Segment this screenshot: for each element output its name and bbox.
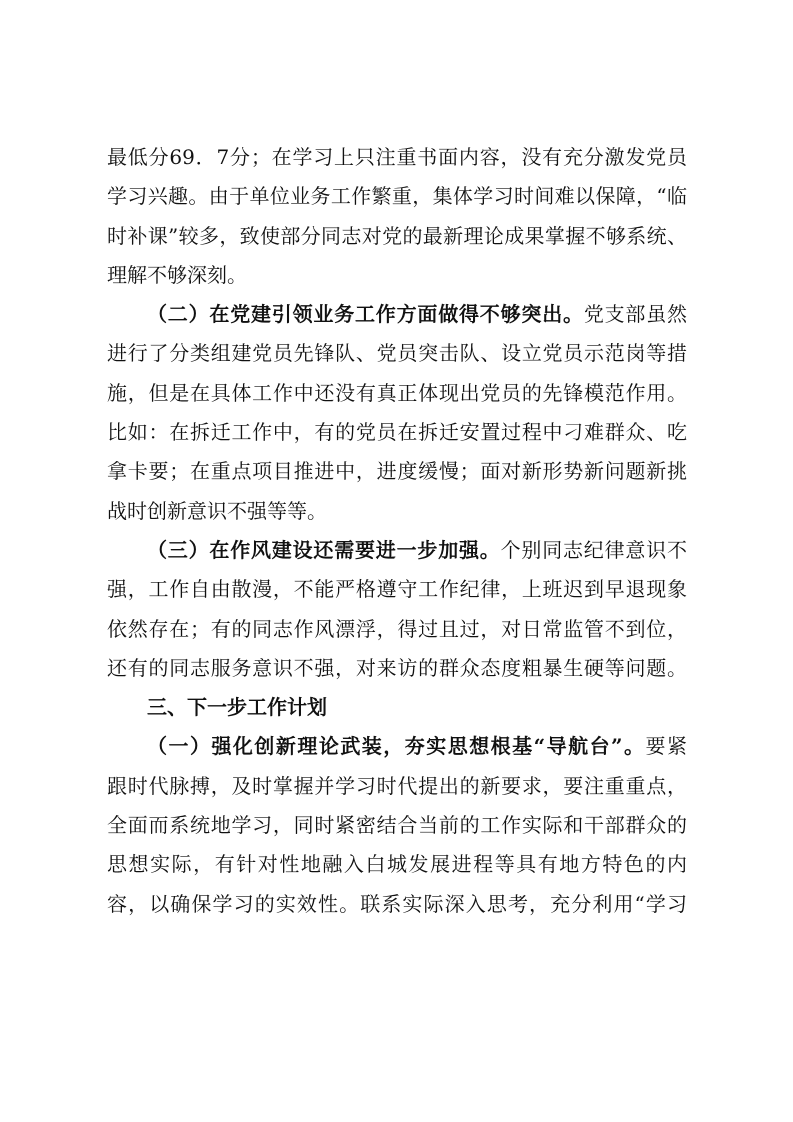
paragraph-text: 党支部虽然 <box>583 302 687 327</box>
text-line: 施，但是在具体工作中还没有真正体现出党员的先锋模范作用。 <box>107 380 687 405</box>
text-line: 强，工作自由散漫，不能严格遵守工作纪律，上班迟到早退现象 <box>107 577 687 602</box>
text-line: 比如：在拆迁工作中，有的党员在拆迁安置过程中刁难群众、吃 <box>107 420 687 445</box>
paragraph-lead-heading: （一）强化创新理论武装，夯实思想根基“导航台”。 <box>147 734 646 759</box>
text-line: 全面而系统地学习，同时紧密结合当前的工作实际和干部群众的 <box>107 813 687 838</box>
text-line: 理解不够深刻。 <box>107 262 247 287</box>
paragraph-innovation-theory <box>107 727 687 923</box>
text-line: 思想实际，有针对性地融入白城发展进程等具有地方特色的内 <box>107 852 687 877</box>
text-line: 容，以确保学习的实效性。联系实际深入思考，充分利用“学习 <box>107 891 687 916</box>
text-line: 拿卡要；在重点项目推进中，进度缓慢；面对新形势新问题新挑 <box>107 459 687 484</box>
text-line <box>107 295 687 334</box>
text-line: 最低分69．7分；在学习上只注重书面内容，没有充分激发党员 <box>107 145 687 169</box>
text-line <box>107 531 687 570</box>
paragraph-party-building <box>107 295 687 531</box>
text-line: 战时创新意识不强等等。 <box>107 498 327 523</box>
document-page <box>107 138 687 924</box>
text-line: 跟时代脉搏，及时掌握并学习时代提出的新要求，要注重重点， <box>107 773 687 798</box>
text-line <box>107 727 687 766</box>
section-heading: 三、下一步工作计划 <box>147 695 327 720</box>
paragraph-lead-heading: （二）在党建引领业务工作方面做得不够突出。 <box>147 302 584 327</box>
paragraph-continuation <box>107 138 687 295</box>
text-line: 时补课”较多，致使部分同志对党的最新理论成果掌握不够系统、 <box>107 223 687 248</box>
paragraph-text: 个别同志纪律意识不 <box>500 537 687 562</box>
text-line: 进行了分类组建党员先锋队、党员突击队、设立党员示范岗等措 <box>107 341 687 366</box>
paragraph-lead-heading: （三）在作风建设还需要进一步加强。 <box>147 537 501 562</box>
text-line: 学习兴趣。由于单位业务工作繁重，集体学习时间难以保障，“临 <box>107 184 687 209</box>
paragraph-text: 要紧 <box>645 734 687 759</box>
paragraph-work-style <box>107 531 687 688</box>
text-line: 依然存在；有的同志作风漂浮，得过且过，对日常监管不到位， <box>107 616 687 641</box>
text-line: 还有的同志服务意识不强，对来访的群众态度粗暴生硬等问题。 <box>107 655 687 680</box>
